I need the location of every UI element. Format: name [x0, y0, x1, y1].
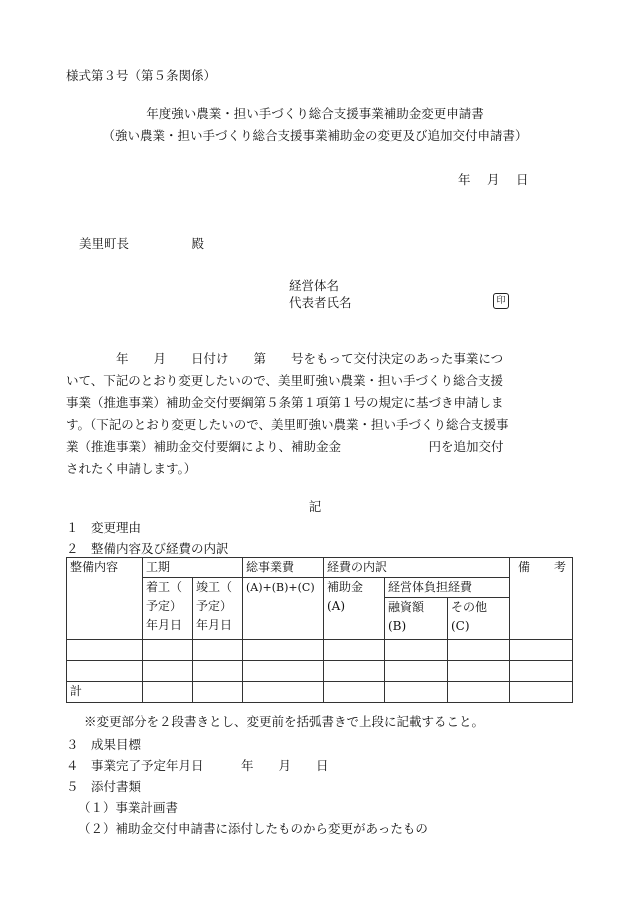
document-title: 年度強い農業・担い手づくり総合支援事業補助金変更申請書	[146, 106, 484, 121]
document-subtitle: （強い農業・担い手づくり総合支援事業補助金の変更及び追加交付申請書）	[102, 128, 528, 143]
attachment-2: （２）補助金交付申請書に添付したものから変更があったもの	[78, 821, 428, 836]
table-row	[67, 640, 573, 661]
table-total-row	[67, 682, 573, 703]
table-note: ※変更部分を２段書きとし、変更前を括弧書きで上段に記載すること。	[84, 714, 485, 729]
item-change-reason: １ 変更理由	[66, 520, 142, 535]
table-row	[67, 661, 573, 682]
attachment-1: （１）事業計画書	[78, 800, 179, 815]
date-line: 年 月 日	[458, 172, 531, 187]
form-number: 様式第３号（第５条関係）	[66, 68, 217, 83]
item-attachments: ５ 添付書類	[66, 779, 142, 794]
applicant-org-label: 経営体名	[289, 278, 340, 293]
header-end-date: 竣工（ 予定） 年月日	[193, 578, 243, 640]
item-outcome-goal: ３ 成果目標	[66, 737, 142, 752]
body-line: す。（下記のとおり変更したいので、美里町強い農業・担い手づくり総合支援事	[66, 417, 509, 432]
header-loan: 融資額 (B)	[385, 598, 448, 640]
item-completion-date: ４ 事業完了予定年月日 年 月 日	[66, 758, 329, 773]
body-line: いて、下記のとおり変更したいので、美里町強い農業・担い手づくり総合支援	[66, 373, 504, 388]
header-subsidy: 補助金 (A)	[324, 578, 385, 640]
applicant-rep-label: 代表者氏名	[289, 295, 352, 310]
header-breakdown: 経費の内訳	[324, 558, 510, 578]
ki-heading: 記	[308, 499, 322, 514]
addressee: 美里町長 殿	[79, 236, 205, 251]
header-total-formula: (A)+(B)+(C)	[243, 578, 324, 640]
header-other: その他 (C)	[448, 598, 510, 640]
header-start-date: 着工（ 予定） 年月日	[143, 578, 193, 640]
total-label: 計	[67, 682, 143, 703]
body-line: 年 月 日付け 第 号をもって交付決定のあった事業につ	[66, 351, 504, 366]
item-breakdown-heading: ２ 整備内容及び経費の内訳	[66, 541, 229, 556]
header-content: 整備内容	[67, 558, 143, 640]
seal-mark: 印	[493, 293, 509, 309]
breakdown-table	[66, 557, 573, 703]
body-paragraph	[66, 348, 572, 480]
body-line: 業（推進事業）補助金交付要綱により、補助金金 円を追加交付	[66, 439, 504, 454]
header-period: 工期	[143, 558, 243, 578]
body-line: されたく申請します。）	[66, 461, 197, 476]
header-remarks: 備 考	[510, 558, 573, 640]
body-line: 事業（推進事業）補助金交付要綱第５条第１項第１号の規定に基づき申請しま	[66, 395, 504, 410]
header-total: 総事業費	[243, 558, 324, 578]
header-burden: 経営体負担経費	[385, 578, 510, 598]
